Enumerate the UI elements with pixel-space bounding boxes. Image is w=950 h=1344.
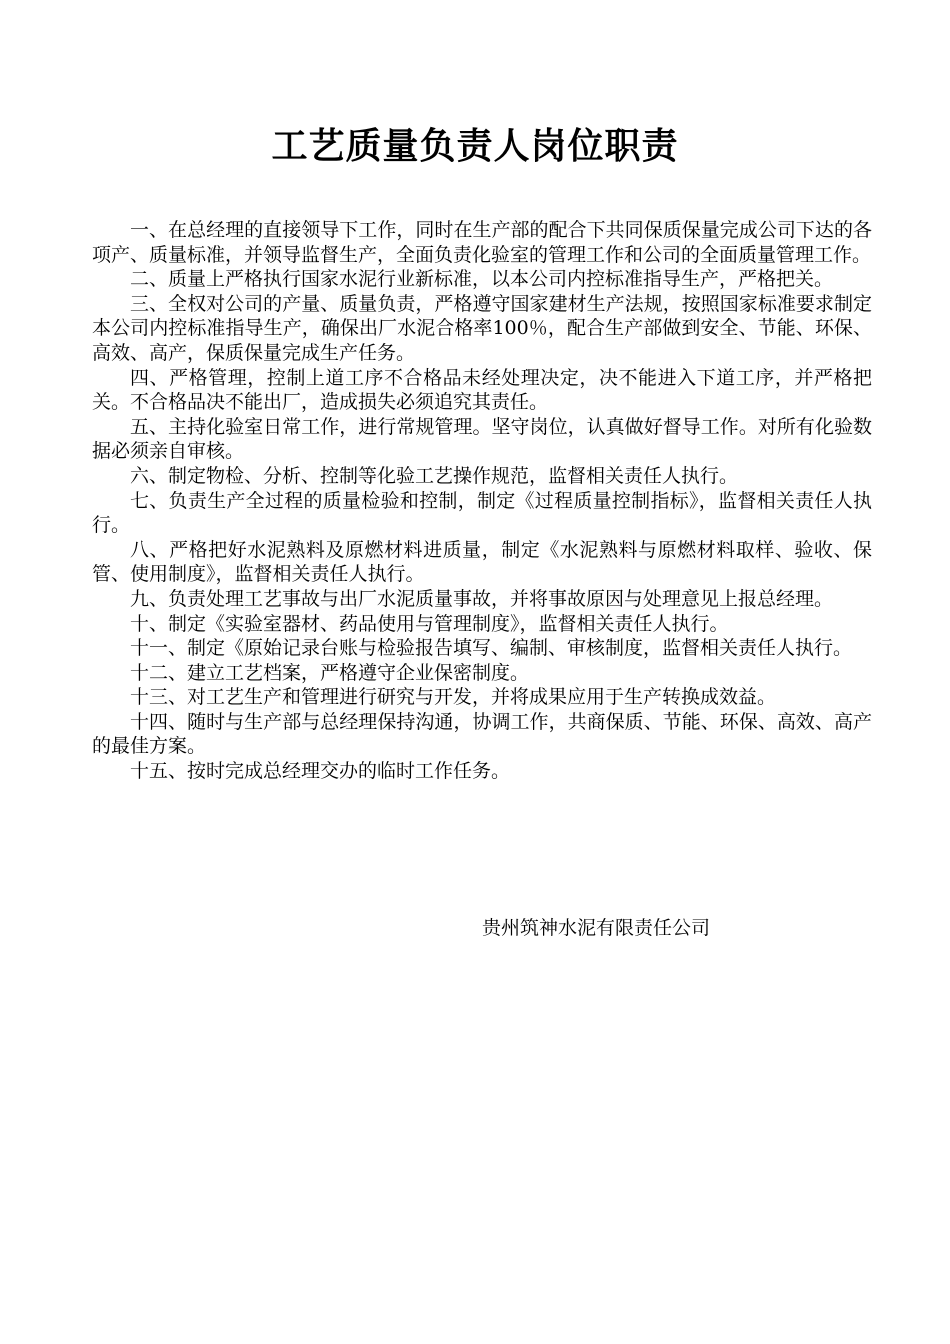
paragraph-2: 二、质量上严格执行国家水泥行业新标准，以本公司内控标准指导生产，严格把关。 (130, 268, 834, 291)
paragraph-13: 十三、对工艺生产和管理进行研究与开发，并将成果应用于生产转换成效益。 (130, 686, 777, 709)
document-body (92, 218, 872, 784)
paragraph-6: 六、制定物检、分析、控制等化验工艺操作规范，监督相关责任人执行。 (130, 464, 739, 487)
company-signature: 贵州筑神水泥有限责任公司 (482, 917, 711, 939)
paragraph-8: 八、严格把好水泥熟料及原燃材料进质量，制定《水泥熟料与原燃材料取样、验收、保管、使用制度》，监督相关责任人执行。 (92, 538, 872, 586)
paragraph-14: 十四、随时与生产部与总经理保持沟通，协调工作，共商保质、节能、环保、高效、高产的最佳方案。 (92, 710, 872, 758)
paragraph-11: 十一、制定《原始记录台账与检验报告填写、编制、审核制度，监督相关责任人执行。 (130, 637, 853, 660)
paragraph-4: 四、严格管理，控制上道工序不合格品未经处理决定，决不能进入下道工序，并严格把关。不合格品决不能出厂，造成损失必须追究其责任。 (92, 366, 872, 414)
paragraph-3: 三、全权对公司的产量、质量负责，严格遵守国家建材生产法规，按照国家标准要求制定本公司内控标准指导生产，确保出厂水泥合格率100％，配合生产部做到安全、节能、环保、高效、高产，保质保量完成生产任务。 (92, 292, 872, 364)
paragraph-10: 十、制定《实验室器材、药品使用与管理制度》，监督相关责任人执行。 (130, 612, 729, 635)
paragraph-1: 一、在总经理的直接领导下工作，同时在生产部的配合下共同保质保量完成公司下达的各项产、质量标准，并领导监督生产，全面负责化验室的管理工作和公司的全面质量管理工作。 (92, 219, 872, 266)
paragraph-9: 九、负责处理工艺事故与出厂水泥质量事故，并将事故原因与处理意见上报总经理。 (130, 587, 834, 610)
paragraph-12: 十二、建立工艺档案，严格遵守企业保密制度。 (130, 661, 530, 684)
paragraph-5: 五、主持化验室日常工作，进行常规管理。坚守岗位，认真做好督导工作。对所有化验数据必须亲自审核。 (92, 415, 872, 463)
document-title: 工艺质量负责人岗位职责 (271, 125, 679, 167)
paragraph-7: 七、负责生产全过程的质量检验和控制，制定《过程质量控制指标》，监督相关责任人执行。 (92, 489, 872, 537)
paragraph-15: 十五、按时完成总经理交办的临时工作任务。 (130, 760, 511, 783)
